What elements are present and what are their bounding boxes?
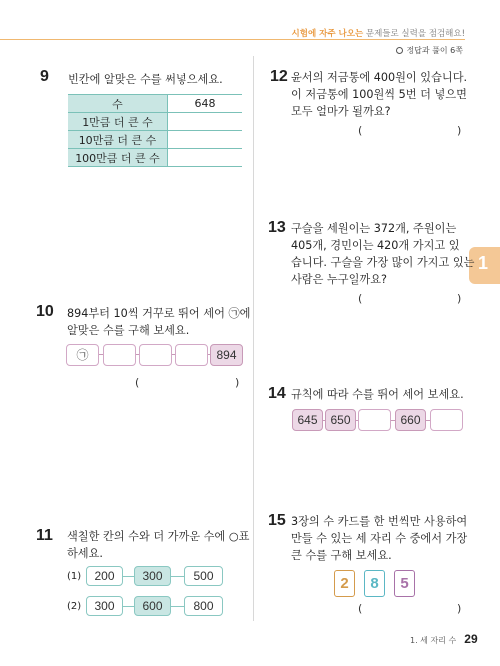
q11-row2-choice[interactable]: 300	[86, 596, 123, 616]
q11-row2-shaded: 600	[134, 596, 171, 616]
q12-answer-space[interactable]	[366, 124, 454, 138]
q15-number-card: 2	[334, 570, 355, 597]
q12-text-line2: 이 저금통에 100원씩 5번 더 넣으면	[291, 88, 467, 101]
q15-answer-open: (	[358, 602, 363, 615]
q14-box-given: 645	[292, 409, 323, 431]
q10-number: 10	[36, 303, 54, 320]
footer	[410, 628, 478, 647]
header-tagline	[292, 27, 465, 39]
q15-text-line2: 만들 수 있는 세 자리 수 중에서 가장	[291, 532, 468, 545]
q10-answer-space[interactable]	[143, 376, 231, 390]
q14-box-blank[interactable]	[358, 409, 391, 431]
q14-box-given: 650	[325, 409, 356, 431]
column-divider	[253, 56, 254, 621]
q10-box-target: ㉠	[66, 344, 99, 366]
q10-answer-close: )	[235, 376, 240, 389]
q9-header-value: 648	[168, 95, 243, 113]
q9-answer-cell[interactable]	[168, 149, 243, 167]
q13-text-line2: 405개, 경민이는 420개 가지고 있	[291, 239, 460, 252]
q12-text-line3: 모두 얼마가 될까요?	[291, 105, 391, 118]
q15-number-card: 8	[364, 570, 385, 597]
q11-row1-shaded: 300	[134, 566, 171, 586]
q15-number-card: 5	[394, 570, 415, 597]
answer-ref	[396, 45, 463, 56]
q9-row-label: 1만큼 더 큰 수	[68, 113, 168, 131]
q13-answer-space[interactable]	[366, 292, 454, 306]
q13-number: 13	[268, 219, 286, 236]
q10-box-blank[interactable]	[103, 344, 136, 366]
q11-row2-choice[interactable]: 800	[184, 596, 223, 616]
q13-text-line3: 습니다. 구슬을 가장 많이 가지고 있는	[291, 256, 475, 269]
q9-text: 빈칸에 알맞은 수를 써넣으세요.	[68, 73, 223, 86]
header-tagline-gray: 문제들로 실력을 점검해요!	[363, 29, 465, 39]
q11-row1-choice[interactable]: 500	[184, 566, 223, 586]
q14-number: 14	[268, 385, 286, 402]
q14-box-blank[interactable]	[430, 409, 463, 431]
header-rule	[0, 39, 465, 40]
q9-answer-cell[interactable]	[168, 131, 243, 149]
q11-row1-choice[interactable]: 200	[86, 566, 123, 586]
q13-answer-close: )	[457, 292, 462, 305]
q14-text: 규칙에 따라 수를 뛰어 세어 보세요.	[291, 388, 464, 401]
q9-header-label: 수	[68, 95, 168, 113]
q11-text-line1: 색칠한 칸의 수와 더 가까운 수에 ○표	[67, 530, 250, 543]
q10-answer-open: (	[135, 376, 140, 389]
q12-number: 12	[270, 68, 288, 85]
answer-ref-text: 정답과 풀이 6쪽	[406, 46, 463, 55]
q11-row2-label: (2)	[67, 601, 82, 612]
header-tagline-orange: 시험에 자주 나오는	[291, 29, 364, 39]
q12-answer-close: )	[457, 124, 462, 137]
footer-chapter: 1. 세 자리 수	[410, 636, 457, 645]
q13-answer-open: (	[358, 292, 363, 305]
q11-row1-label: (1)	[67, 571, 82, 582]
q15-answer-close: )	[457, 602, 462, 615]
q9-answer-cell[interactable]	[168, 113, 243, 131]
q9-number: 9	[40, 68, 49, 85]
q9-table	[68, 94, 242, 167]
q10-box-blank[interactable]	[139, 344, 172, 366]
q11-number: 11	[36, 527, 53, 544]
q13-text-line4: 사람은 누구일까요?	[291, 273, 387, 286]
q12-answer-open: (	[358, 124, 363, 137]
q10-text-line2: 알맞은 수를 구해 보세요.	[67, 324, 190, 337]
q10-text-line1: 894부터 10씩 거꾸로 뛰어 세어 ㉠에	[67, 307, 251, 320]
q14-box-given: 660	[395, 409, 426, 431]
q10-box-blank[interactable]	[175, 344, 208, 366]
q9-row-label: 100만큼 더 큰 수	[68, 149, 168, 167]
chapter-side-tab-number: 1	[478, 253, 489, 273]
q12-text-line1: 윤서의 저금통에 400원이 있습니다.	[291, 71, 468, 84]
q10-box-given: 894	[210, 344, 243, 366]
q13-text-line1: 구슬을 세원이는 372개, 주원이는	[291, 222, 457, 235]
q15-answer-space[interactable]	[366, 602, 454, 616]
q11-text-line2: 하세요.	[67, 547, 103, 560]
page-number: 29	[464, 632, 478, 646]
answer-ref-icon	[396, 47, 403, 54]
q15-number: 15	[268, 512, 286, 529]
q9-row-label: 10만큼 더 큰 수	[68, 131, 168, 149]
q15-text-line1: 3장의 수 카드를 한 번씩만 사용하여	[291, 515, 468, 528]
q15-text-line3: 큰 수를 구해 보세요.	[291, 549, 392, 562]
